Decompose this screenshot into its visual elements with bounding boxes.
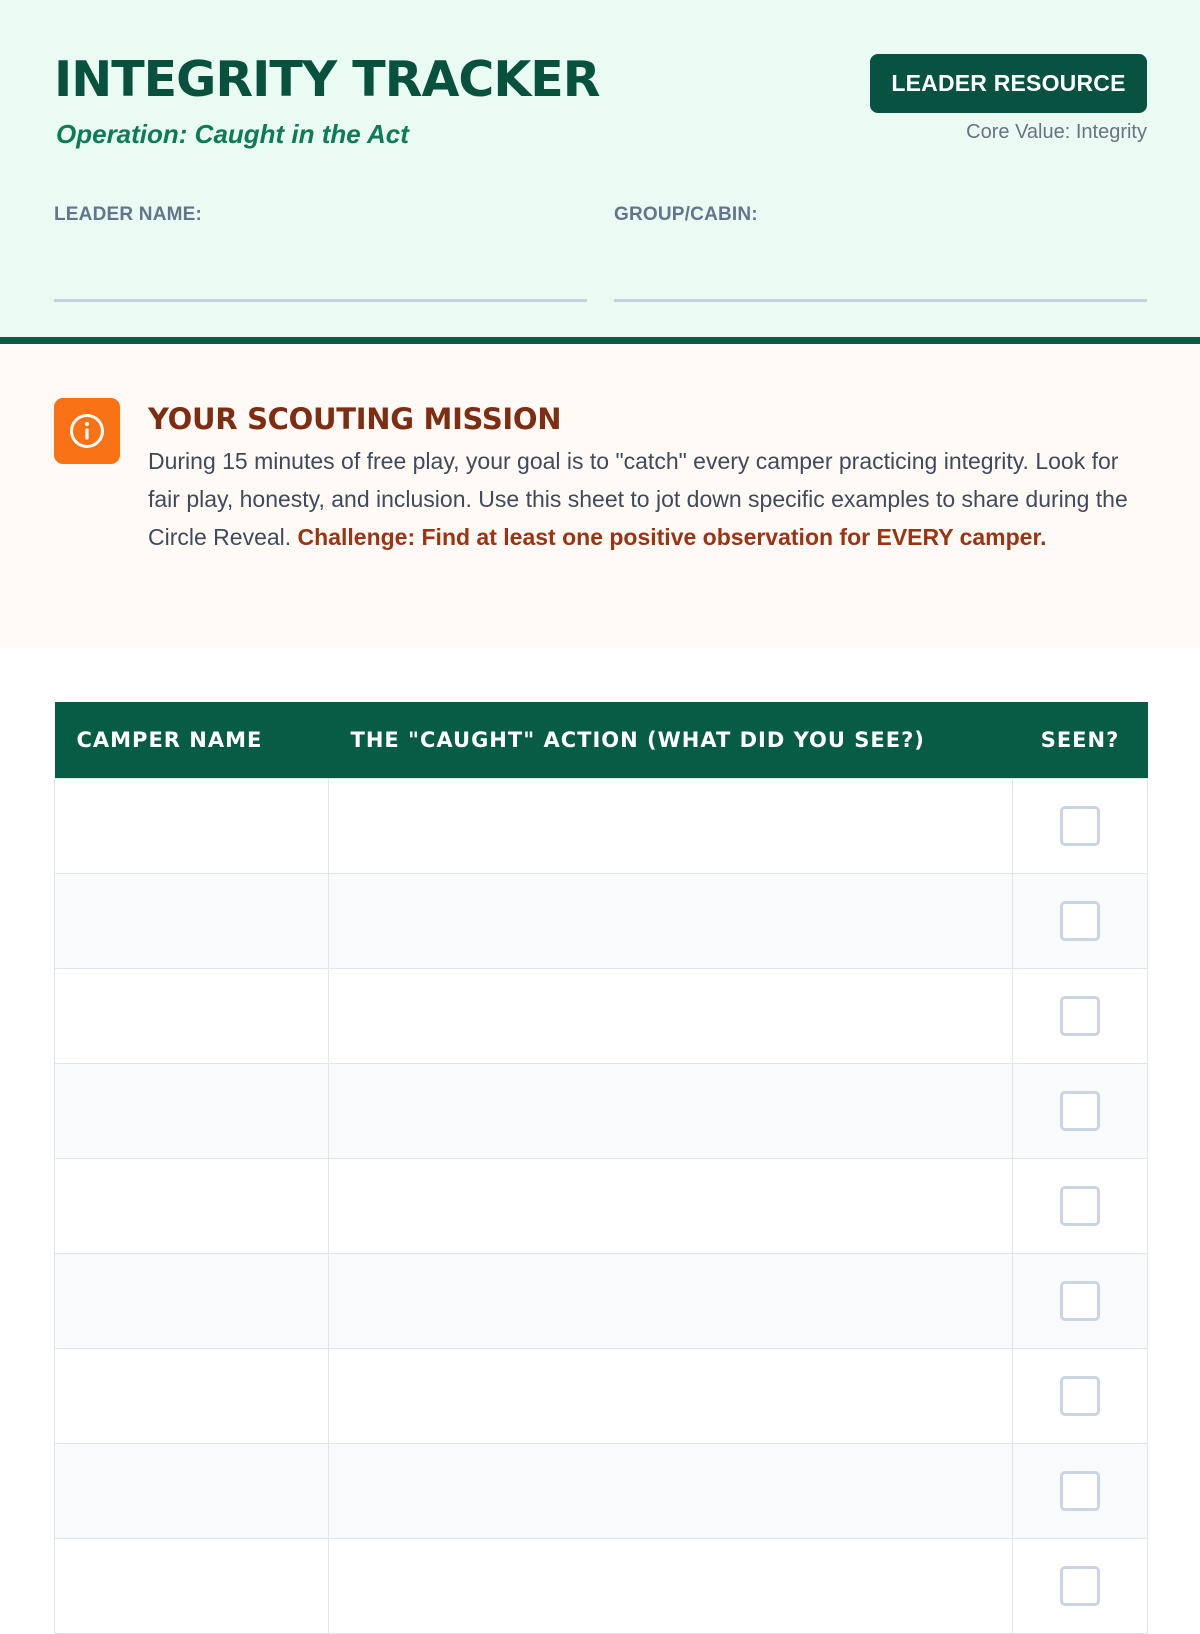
seen-cell — [1013, 1253, 1148, 1348]
camper-name-cell[interactable] — [55, 1063, 329, 1158]
mission-content — [148, 402, 1140, 556]
camper-name-cell[interactable] — [55, 1158, 329, 1253]
seen-cell — [1013, 1063, 1148, 1158]
seen-checkbox[interactable] — [1060, 806, 1100, 846]
header-camper-name: CAMPER NAME — [55, 702, 329, 778]
leader-resource-badge: LEADER RESOURCE — [870, 54, 1147, 113]
table-row — [55, 873, 1148, 968]
caught-action-cell[interactable] — [329, 1348, 1013, 1443]
table-row — [55, 1158, 1148, 1253]
leader-name-field — [54, 204, 587, 302]
seen-checkbox[interactable] — [1060, 1091, 1100, 1131]
camper-name-cell[interactable] — [55, 1443, 329, 1538]
table-row — [55, 1063, 1148, 1158]
seen-cell — [1013, 1348, 1148, 1443]
seen-checkbox[interactable] — [1060, 996, 1100, 1036]
header-seen: SEEN? — [1013, 702, 1148, 778]
group-cabin-label: GROUP/CABIN: — [614, 204, 758, 225]
observation-table-wrap — [54, 702, 1147, 1634]
camper-name-cell[interactable] — [55, 968, 329, 1063]
mission-section — [0, 344, 1200, 648]
table-row — [55, 1253, 1148, 1348]
table-row — [55, 1538, 1148, 1633]
core-value-label: Core Value: Integrity — [966, 121, 1147, 143]
seen-cell — [1013, 1158, 1148, 1253]
table-row — [55, 968, 1148, 1063]
caught-action-cell[interactable] — [329, 968, 1013, 1063]
group-cabin-input[interactable] — [614, 266, 1147, 302]
seen-cell — [1013, 968, 1148, 1063]
table-header-row — [55, 702, 1148, 778]
caught-action-cell[interactable] — [329, 1538, 1013, 1633]
caught-action-cell[interactable] — [329, 778, 1013, 873]
seen-checkbox[interactable] — [1060, 901, 1100, 941]
header-caught-action: THE "CAUGHT" ACTION (WHAT DID YOU SEE?) — [329, 702, 1013, 778]
page-subtitle: Operation: Caught in the Act — [56, 119, 409, 149]
seen-cell — [1013, 1538, 1148, 1633]
mission-title: YOUR SCOUTING MISSION — [148, 402, 562, 436]
caught-action-cell[interactable] — [329, 1158, 1013, 1253]
seen-checkbox[interactable] — [1060, 1376, 1100, 1416]
group-cabin-field — [614, 204, 1147, 302]
camper-name-cell[interactable] — [55, 778, 329, 873]
leader-name-label: LEADER NAME: — [54, 204, 203, 225]
table-row — [55, 1443, 1148, 1538]
camper-name-cell[interactable] — [55, 1253, 329, 1348]
seen-checkbox[interactable] — [1060, 1281, 1100, 1321]
mission-body-text: During 15 minutes of free play, your goal is to "catch" every camper practicing integrity. Look for fair play, honesty, and inclusion. Use this sheet to jot down specific examples to share during the Circle Reveal. — [148, 448, 1128, 550]
caught-action-cell[interactable] — [329, 1063, 1013, 1158]
camper-name-cell[interactable] — [55, 1348, 329, 1443]
seen-checkbox[interactable] — [1060, 1186, 1100, 1226]
seen-checkbox[interactable] — [1060, 1471, 1100, 1511]
observation-table — [54, 702, 1148, 1634]
seen-cell — [1013, 873, 1148, 968]
camper-name-cell[interactable] — [55, 1538, 329, 1633]
seen-cell — [1013, 1443, 1148, 1538]
info-icon — [54, 398, 120, 464]
camper-name-cell[interactable] — [55, 873, 329, 968]
page-title: INTEGRITY TRACKER — [54, 51, 600, 108]
caught-action-cell[interactable] — [329, 873, 1013, 968]
seen-cell — [1013, 778, 1148, 873]
header — [0, 0, 1200, 344]
table-row — [55, 778, 1148, 873]
table-body — [55, 778, 1148, 1633]
mission-challenge: Challenge: Find at least one positive observation for EVERY camper. — [297, 524, 1047, 550]
table-row — [55, 1348, 1148, 1443]
mission-description — [148, 442, 1140, 556]
caught-action-cell[interactable] — [329, 1253, 1013, 1348]
leader-name-input[interactable] — [54, 266, 587, 302]
caught-action-cell[interactable] — [329, 1443, 1013, 1538]
